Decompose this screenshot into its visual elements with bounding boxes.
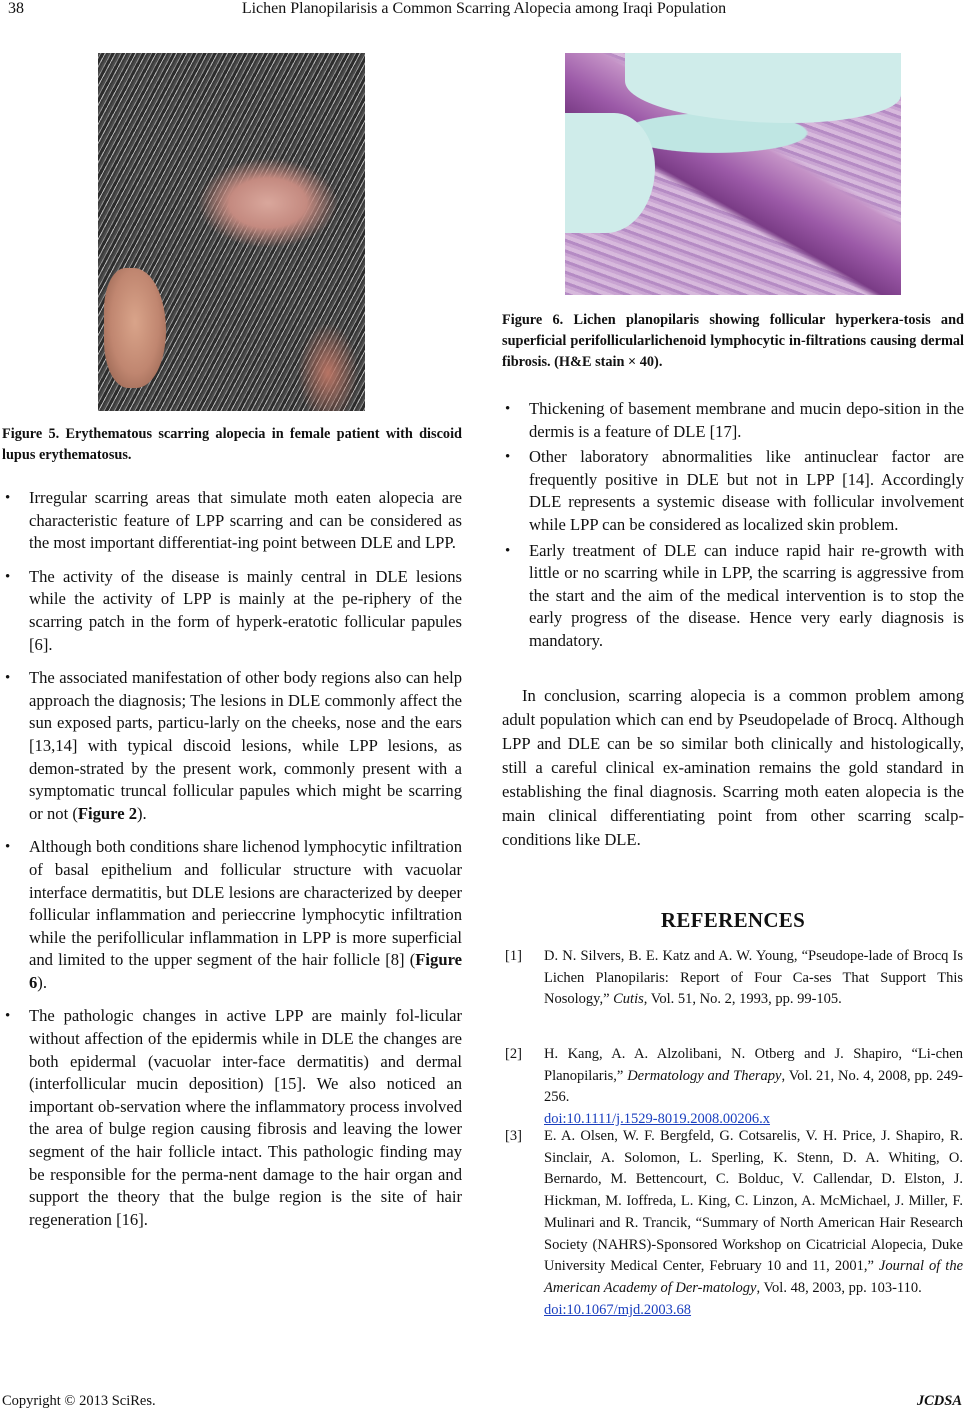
doi-link[interactable]: doi:10.1067/mjd.2003.68 [544, 1301, 692, 1318]
histology-lumen [625, 53, 901, 123]
reference-item [505, 1044, 963, 1131]
reference-journal: Dermatology and Therapy [627, 1067, 782, 1084]
bullet-text: The associated manifestation of other body regions also can help approach the diagnosis; The lesions in DLE commonly affect the sun exposed parts, particu-larly on the cheeks, nose and the ears [13,14] with typical discoid lesions, while LPP lesions, as demon-strated by the present work, commonly present with a symptomatic truncal follicular papules which might be scarring or not ( [29, 668, 462, 823]
copyright-notice: Copyright © 2013 SciRes. [2, 1393, 156, 1409]
histology-lumen-lower [565, 113, 655, 233]
figure-ref[interactable]: Figure 6 [29, 950, 462, 992]
left-column-bullets [2, 487, 462, 1231]
figure-5-caption: Figure 5. Erythematous scarring alopecia in female patient with discoid lupus erythematosus. [2, 426, 462, 463]
bullet-item: • Early treatment of DLE can induce rapid hair re-growth with little or no scarring while in LPP, the scarring is aggressive from the start and the aim of the medical intervention is to stop the early progress of the disease. Hence very early diagnosis is mandatory. [502, 540, 964, 653]
reference-text: D. N. Silvers, B. E. Katz and A. W. Young, “Pseudope-lade of Brocq Is Lichen Planopilaris: Report of Four Ca-ses That Support This Nosology,” [544, 948, 963, 1008]
bullet-text: ). [137, 803, 147, 823]
reference-text: , Vol. 48, 2003, pp. 103-110. [756, 1279, 922, 1296]
page-number: 38 [8, 0, 24, 17]
journal-abbreviation: JCDSA [916, 1393, 962, 1409]
reference-journal: Journal of the American Academy of Der-matology [544, 1258, 964, 1296]
bullet-item: • The pathologic changes in active LPP are mainly fol-licular without affection of the epidermis while in DLE the changes are both epidermal (vacuolar inter-face dermatitis) and dermal (interfollicular mucin deposition) [15]. We also noticed an important ob-servation where the inflammatory process involved the area of bulge region causing fibrosis and leaving the lower segment of the hair follicle intact. This pathologic finding may be responsible for the perma-nent damage to the hair organ and support the theory that the bulge region is the site of hair regeneration [16]. [2, 1005, 462, 1231]
reference-text: E. A. Olsen, W. F. Bergfeld, G. Cotsarelis, V. H. Price, J. Shapiro, R. Sinclair, A. Solomon, L. Sperling, K. Stenn, D. A. Whiting, O. Bernardo, M. Bettencourt, C. Bolduc, V. Callendar, D. Elston, J. Hickman, M. Ioffreda, L. King, C. Linzon, A. McMichael, J. Miller, F. Mulinari and R. Trancik, “Summary of North American Hair Research Society (NAHRS)-Sponsored Workshop on Cicatricial Alopecia, Duke University Medical Center, February 10 and 11, 2001,” [544, 1128, 963, 1275]
figure-5-photo [98, 53, 365, 411]
bullet-item [2, 667, 462, 825]
figure-6-caption: Figure 6. Lichen planopilaris showing follicular hyperkera-tosis and superficial perifollicularlichenoid lymphocytic in-filtrations causing dermal fibrosis. (H&E stain × 40). [502, 312, 964, 370]
doi-link[interactable]: doi:10.1111/j.1529-8019.2008.00206.x [544, 1111, 770, 1128]
bullet-item: • The activity of the disease is mainly central in DLE lesions while the activity of LPP is mainly at the pe-riphery of the scarring patch in the form of hyperk-eratotic follicular papules [6]. [2, 566, 462, 656]
ear-shape [104, 268, 166, 388]
right-column-bullets [502, 398, 964, 653]
reference-journal: Cutis [613, 991, 644, 1008]
bullet-item: • Other laboratory abnormalities like antinuclear factor are frequently positive in DLE but not in LPP [14]. Accordingly DLE represents a systemic disease with follicular involvement while LPP can be considered as localized skin problem. [502, 446, 964, 536]
figure-6-histology [565, 53, 901, 295]
reference-item [505, 946, 963, 1011]
bullet-item: • Thickening of basement membrane and mucin depo-sition in the dermis is a feature of DLE [17]. [502, 398, 964, 443]
conclusion-text: In conclusion, scarring alopecia is a common problem among adult population which can end by Pseudopelade of Brocq. Although LPP and DLE can be so similar both clinically and histologically, still a careful clinical ex-amination remains the gold standard in establishing the final diagnosis. Scarring moth eaten alopecia is the main clinical differentiating point from other scarring scalp-conditions like DLE. [502, 686, 964, 849]
reference-text: H. Kang, A. A. Alzolibani, N. Otberg and J. Shapiro, “Li-chen Planopilaris,” [544, 1046, 963, 1084]
bullet-text: Although both conditions share lichenod lymphocytic infiltration of basal epithelium and follicular structure with vacuolar interface dermatitis, but DLE lesions are characterized by deeper follicular inflammation and perieccrine lymphocytic infiltration while the perifollicular inflammation in LPP is more superficial and limited to the upper segment of the hair follicle [8] ( [29, 837, 462, 970]
reference-text: , Vol. 51, No. 2, 1993, pp. 99-105. [643, 991, 842, 1008]
conclusion-paragraph [502, 684, 964, 852]
bullet-item: • Irregular scarring areas that simulate moth eaten alopecia are characteristic feature of LPP scarring and can be considered as the most important differentiat-ing point between DLE and LPP. [2, 487, 462, 555]
bullet-item [2, 836, 462, 994]
reference-text: , Vol. 21, No. 4, 2008, pp. 249-256. [544, 1067, 963, 1106]
reference-number: [1] [505, 948, 522, 964]
reference-number: [3] [505, 1128, 522, 1144]
bullet-text: ). [37, 972, 47, 992]
reference-item [505, 1126, 963, 1321]
running-title: Lichen Planopilarisis a Common Scarring Alopecia among Iraqi Population [241, 0, 727, 17]
reference-number: [2] [505, 1046, 522, 1062]
figure-ref[interactable]: Figure 2 [77, 803, 138, 823]
references-heading: REFERENCES [660, 908, 806, 932]
